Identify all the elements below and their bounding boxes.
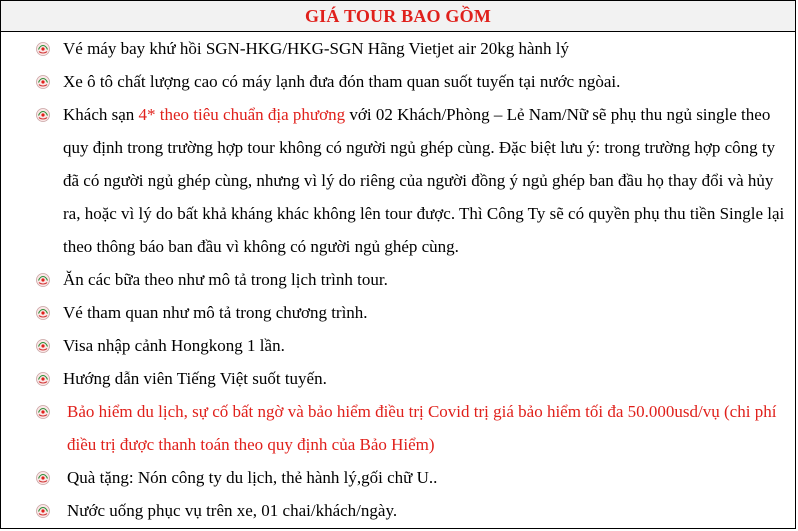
list-item	[1, 461, 795, 494]
table-header	[1, 1, 795, 32]
list-item	[1, 329, 795, 362]
flower-bullet-icon	[35, 503, 51, 519]
flower-bullet-icon	[35, 272, 51, 288]
flower-bullet-icon	[35, 305, 51, 321]
list-item	[1, 98, 795, 263]
item-text: Vé tham quan như mô tả trong chương trình.	[63, 303, 368, 322]
list-item	[1, 296, 795, 329]
list-item	[1, 32, 795, 65]
flower-bullet-icon	[35, 41, 51, 57]
flower-bullet-icon	[35, 74, 51, 90]
flower-bullet-icon	[35, 338, 51, 354]
hotel-pre: Khách sạn	[63, 105, 139, 124]
flower-bullet-icon	[35, 404, 51, 420]
list-item	[1, 494, 795, 527]
item-text: Quà tặng: Nón công ty du lịch, thẻ hành lý,gối chữ U..	[67, 468, 438, 487]
item-text: Ăn các bữa theo như mô tả trong lịch trình tour.	[63, 270, 388, 289]
inclusions-list	[1, 32, 795, 527]
item-text: Nước uống phục vụ trên xe, 01 chai/khách/ngày.	[67, 501, 398, 520]
item-text: Hướng dẫn viên Tiếng Việt suốt tuyến.	[63, 369, 327, 388]
item-text: Bảo hiểm du lịch, sự cố bất ngờ và bảo hiểm điều trị Covid trị giá bảo hiểm tối đa 50.000usd/vụ (chi phí điều trị được thanh toán theo quy định của Bảo Hiểm)	[67, 402, 777, 454]
item-text: Visa nhập cảnh Hongkong 1 lần.	[63, 336, 285, 355]
list-item	[1, 65, 795, 98]
hotel-post: với 02 Khách/Phòng – Lẻ Nam/Nữ sẽ phụ thu ngủ single theo quy định trong trường hợp tour không có người ngủ ghép cùng. Đặc biệt lưu ý: trong trường hợp công ty đã có người ngủ ghép cùng, nhưng vì lý do riêng của người đồng ý ngủ ghép ban đầu họ thay đổi và hủy ra, hoặc vì lý do bất khả kháng khác không lên tour được. Thì Công Ty sẽ có quyền phụ thu tiền Single lại theo thông báo ban đầu vì không có người ngủ ghép cùng.	[63, 105, 785, 256]
list-item	[1, 362, 795, 395]
list-item	[1, 263, 795, 296]
section-title: GIÁ TOUR BAO GỒM	[304, 5, 492, 26]
item-text	[63, 98, 789, 263]
item-text: Xe ô tô chất lượng cao có máy lạnh đưa đón tham quan suốt tuyến tại nước ngòai.	[63, 72, 621, 91]
list-item	[1, 395, 795, 461]
flower-bullet-icon	[35, 470, 51, 486]
flower-bullet-icon	[35, 107, 51, 123]
hotel-standard-highlight: 4* theo tiêu chuẩn địa phương	[138, 105, 346, 124]
flower-bullet-icon	[35, 371, 51, 387]
item-text: Vé máy bay khứ hồi SGN-HKG/HKG-SGN Hãng Vietjet air 20kg hành lý	[63, 39, 569, 58]
